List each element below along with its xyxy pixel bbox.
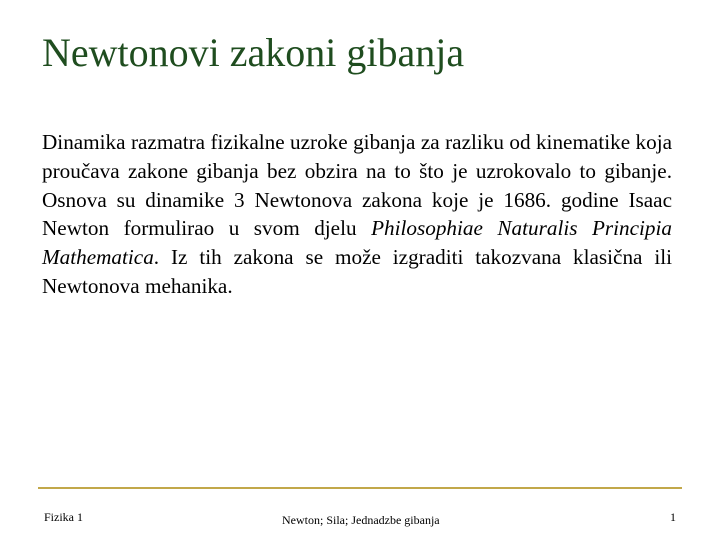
footer-course-name: Fizika 1 bbox=[44, 510, 83, 524]
footer-page-number: 1 bbox=[670, 510, 676, 524]
footer-topic: Newton; Sila; Jednadzbe gibanja bbox=[282, 513, 440, 527]
body-paragraph bbox=[42, 128, 672, 301]
slide-title: Newtonovi zakoni gibanja bbox=[42, 30, 465, 75]
body-text-before-italic: Dinamika razmatra fizikalne uzroke gibanja za razliku od kinematike koja proučava zakone gibanja bez obzira na to što je uzrokovalo to gibanje. Osnova su dinamike 3 Newtonova zakona koje je 1686. godine Isaac Newton formulirao u svom djelu bbox=[42, 130, 672, 241]
body-text-after-italic: . Iz tih zakona se može izgraditi takozvana klasična ili Newtonova mehanika. bbox=[42, 245, 672, 298]
footer-divider bbox=[38, 487, 682, 489]
book-title: Philosophiae Naturalis Principia Mathematica bbox=[42, 216, 672, 270]
